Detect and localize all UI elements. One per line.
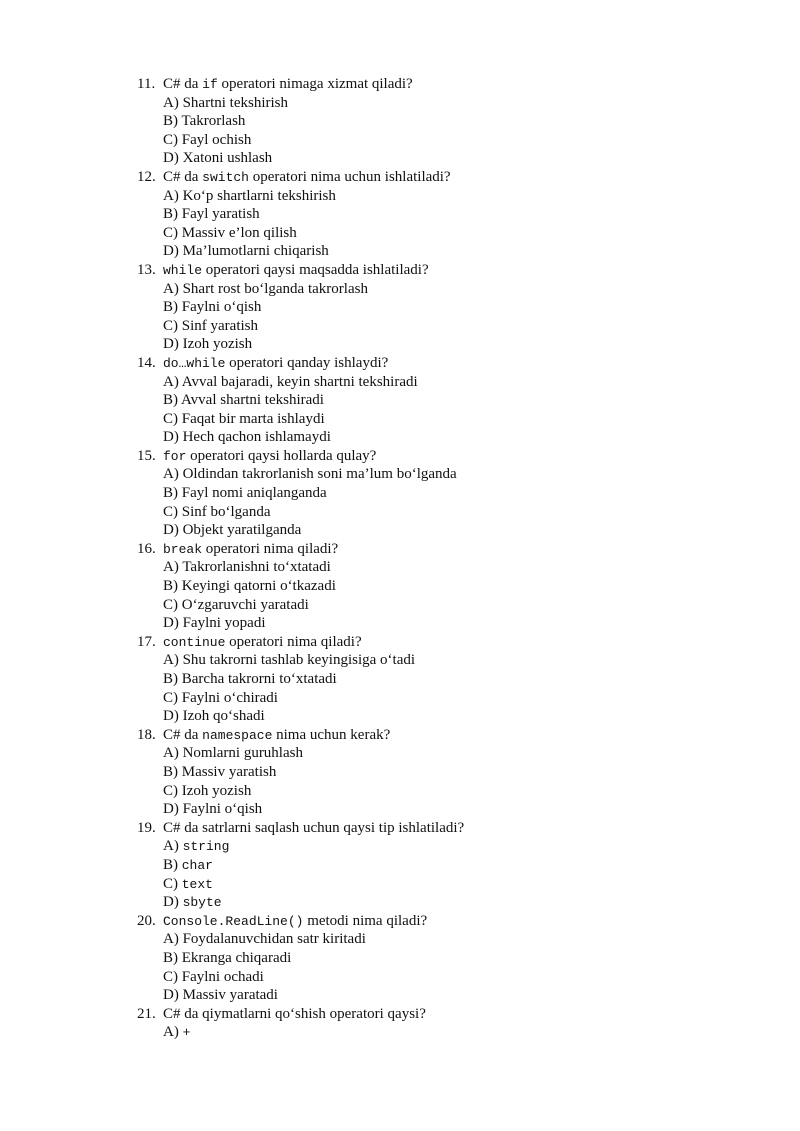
option-text: Keyingi qatorni o‘tkazadi [181, 578, 336, 595]
option-text: Fayl yaratish [181, 206, 260, 223]
code-keyword: break [163, 541, 203, 557]
question-number: 12. [137, 168, 156, 185]
option-text: Faylni yopadi [182, 615, 266, 632]
question-text [137, 354, 757, 373]
option-label: A) [163, 280, 179, 297]
question-number: 17. [137, 633, 156, 650]
answer-option [137, 930, 757, 949]
answer-option [137, 410, 757, 429]
question-block [137, 168, 757, 261]
question-list [137, 75, 757, 1042]
question-block [137, 726, 757, 819]
option-label: C) [163, 224, 178, 241]
option-text: Faylni o‘qish [182, 801, 263, 818]
question-text [137, 633, 757, 652]
answer-option [137, 782, 757, 801]
question-text-part: operatori qaysi maqsadda ishlatiladi? [202, 261, 429, 278]
question-text-part: C# da [163, 726, 203, 743]
option-label: C) [163, 503, 178, 520]
option-label: A) [163, 466, 179, 483]
answer-option [137, 875, 757, 894]
answer-option [137, 837, 757, 856]
question-number: 13. [137, 261, 156, 278]
option-code-text: char [181, 857, 213, 873]
code-keyword: Console.ReadLine() [163, 913, 304, 929]
option-text: Xatoni ushlash [182, 150, 273, 167]
option-code-text: sbyte [182, 895, 222, 911]
answer-option [137, 187, 757, 206]
option-label: B) [163, 392, 178, 409]
question-text [137, 819, 757, 838]
question-text [137, 912, 757, 931]
option-text: Foydalanuvchidan satr kiritadi [182, 931, 366, 948]
question-block [137, 354, 757, 447]
option-label: A) [163, 94, 179, 111]
code-keyword: for [163, 448, 187, 464]
answer-option [137, 670, 757, 689]
question-text-part: operatori nimaga xizmat qiladi? [217, 76, 413, 92]
option-text: Sinf bo‘lganda [181, 503, 271, 520]
answer-option [137, 800, 757, 819]
answer-option [137, 335, 757, 354]
code-keyword: namespace [202, 727, 273, 743]
option-text: Nomlarni guruhlash [182, 745, 303, 762]
question-number: 11. [137, 76, 156, 92]
answer-option [137, 614, 757, 633]
option-label: D) [163, 801, 179, 818]
answer-option [137, 391, 757, 410]
option-label: A) [163, 1024, 179, 1041]
answer-option [137, 503, 757, 522]
option-label: C) [163, 968, 178, 985]
code-keyword: while [163, 262, 203, 278]
option-text: Objekt yaratilganda [182, 522, 302, 539]
option-label: A) [163, 559, 179, 576]
answer-option [137, 707, 757, 726]
option-text: Avval bajaradi, keyin shartni tekshiradi [181, 373, 418, 390]
answer-option [137, 763, 757, 782]
option-label: B) [163, 856, 178, 873]
option-text: Shart rost bo‘lganda takrorlash [182, 280, 368, 297]
option-label: D) [163, 894, 179, 911]
option-label: C) [163, 410, 178, 427]
answer-option [137, 596, 757, 615]
option-text: Shu takrorni tashlab keyingisiga o‘tadi [182, 652, 416, 669]
option-label: A) [163, 652, 179, 669]
code-keyword: if [202, 77, 218, 92]
question-block [137, 1005, 757, 1042]
option-label: D) [163, 615, 179, 632]
option-text: Faylni o‘chiradi [181, 689, 278, 706]
option-label: A) [163, 187, 179, 204]
option-text: Takrorlanishni to‘xtatadi [182, 559, 331, 576]
question-number: 18. [137, 726, 156, 743]
answer-option [137, 149, 757, 168]
question-block [137, 75, 757, 168]
option-label: D) [163, 522, 179, 539]
answer-option [137, 744, 757, 763]
option-code-text: string [182, 839, 230, 855]
answer-option [137, 1023, 757, 1042]
option-text: Fayl ochish [181, 131, 252, 148]
option-label: B) [163, 299, 178, 316]
answer-option [137, 94, 757, 113]
option-label: D) [163, 336, 179, 353]
question-text [137, 261, 757, 280]
question-number: 16. [137, 540, 156, 557]
option-label: B) [163, 949, 178, 966]
option-label: A) [163, 745, 179, 762]
answer-option [137, 949, 757, 968]
option-label: D) [163, 243, 179, 260]
option-text: Takrorlash [181, 113, 246, 130]
question-text [137, 540, 757, 559]
answer-option [137, 577, 757, 596]
answer-option [137, 465, 757, 484]
option-label: A) [163, 838, 179, 855]
question-text-part: operatori qanday ishlaydi? [225, 354, 389, 371]
option-label: C) [163, 689, 178, 706]
question-number: 20. [137, 912, 156, 929]
question-block [137, 912, 757, 1005]
answer-option [137, 521, 757, 540]
option-text: Ma’lumotlarni chiqarish [182, 243, 329, 260]
option-label: C) [163, 131, 178, 148]
question-number: 21. [137, 1005, 156, 1022]
question-block [137, 540, 757, 633]
option-label: A) [163, 373, 179, 390]
answer-option [137, 298, 757, 317]
option-label: C) [163, 782, 178, 799]
question-text-part: C# da satrlarni saqlash uchun qaysi tip ishlatiladi? [163, 819, 465, 836]
question-number: 15. [137, 447, 156, 464]
answer-option [137, 428, 757, 447]
option-label: C) [163, 875, 178, 892]
answer-option [137, 689, 757, 708]
option-label: B) [163, 485, 178, 502]
answer-option [137, 856, 757, 875]
option-text: O‘zgaruvchi yaratadi [181, 596, 309, 613]
answer-option [137, 484, 757, 503]
question-text-part: C# da [163, 168, 203, 185]
question-text [137, 168, 757, 187]
answer-option [137, 280, 757, 299]
question-number: 14. [137, 354, 156, 371]
question-block [137, 819, 757, 912]
option-text: Fayl nomi aniqlanganda [181, 485, 327, 502]
answer-option [137, 224, 757, 243]
option-text: Sinf yaratish [181, 317, 258, 334]
option-text: Barcha takrorni to‘xtatadi [181, 671, 337, 687]
code-keyword: continue [163, 634, 226, 650]
question-text-part: operatori qaysi hollarda qulay? [186, 447, 377, 464]
option-text: Avval shartni tekshiradi [180, 392, 324, 409]
answer-option [137, 131, 757, 150]
code-keyword: switch [202, 169, 249, 185]
answer-option [137, 558, 757, 577]
option-code-text: + [182, 1025, 191, 1041]
question-text-part: nima uchun kerak? [272, 726, 391, 743]
question-text [137, 447, 757, 466]
option-text: Ko‘p shartlarni tekshirish [182, 187, 336, 204]
option-text: Faylni ochadi [181, 968, 264, 985]
option-text: Izoh yozish [182, 336, 253, 353]
answer-option [137, 893, 757, 912]
option-label: B) [163, 578, 178, 595]
answer-option [137, 968, 757, 987]
option-label: B) [163, 206, 178, 223]
answer-option [137, 986, 757, 1005]
question-number: 19. [137, 819, 156, 836]
option-text: Oldindan takrorlanish soni ma’lum bo‘lganda [182, 466, 457, 483]
option-text: Hech qachon ishlamaydi [182, 429, 331, 446]
option-text: Shartni tekshirish [182, 94, 288, 111]
question-text-part: C# da qiymatlarni qo‘shish operatori qaysi? [163, 1005, 426, 1022]
answer-option [137, 205, 757, 224]
question-block [137, 447, 757, 540]
option-label: C) [163, 317, 178, 334]
question-text [137, 75, 757, 94]
option-text: Ekranga chiqaradi [181, 949, 292, 966]
option-label: D) [163, 708, 179, 725]
question-text-part: operatori nima qiladi? [225, 633, 362, 650]
option-label: A) [163, 931, 179, 948]
question-text [137, 726, 757, 745]
option-label: B) [163, 671, 178, 687]
answer-option [137, 373, 757, 392]
option-label: C) [163, 596, 178, 613]
question-text-part: operatori nima uchun ishlatiladi? [248, 168, 451, 185]
option-text: Izoh yozish [181, 782, 252, 799]
answer-option [137, 317, 757, 336]
option-text: Massiv e’lon qilish [181, 224, 297, 241]
option-text: Faylni o‘qish [181, 299, 262, 316]
question-block [137, 633, 757, 726]
option-label: D) [163, 429, 179, 446]
option-code-text: text [181, 876, 213, 892]
option-text: Faqat bir marta ishlaydi [181, 410, 325, 427]
option-text: Massiv yaratadi [182, 987, 278, 1004]
question-text-part: operatori nima qiladi? [202, 540, 339, 557]
answer-option [137, 651, 757, 670]
code-keyword: do…while [163, 355, 226, 371]
option-text: Massiv yaratish [181, 763, 277, 780]
question-text-part: metodi nima qiladi? [303, 912, 428, 929]
question-text-part: C# da [163, 76, 203, 92]
option-label: B) [163, 113, 178, 130]
question-text [137, 1005, 757, 1024]
option-label: D) [163, 150, 179, 167]
option-text: Izoh qo‘shadi [182, 708, 265, 725]
option-label: D) [163, 987, 179, 1004]
question-block [137, 261, 757, 354]
answer-option [137, 112, 757, 131]
answer-option [137, 242, 757, 261]
option-label: B) [163, 763, 178, 780]
